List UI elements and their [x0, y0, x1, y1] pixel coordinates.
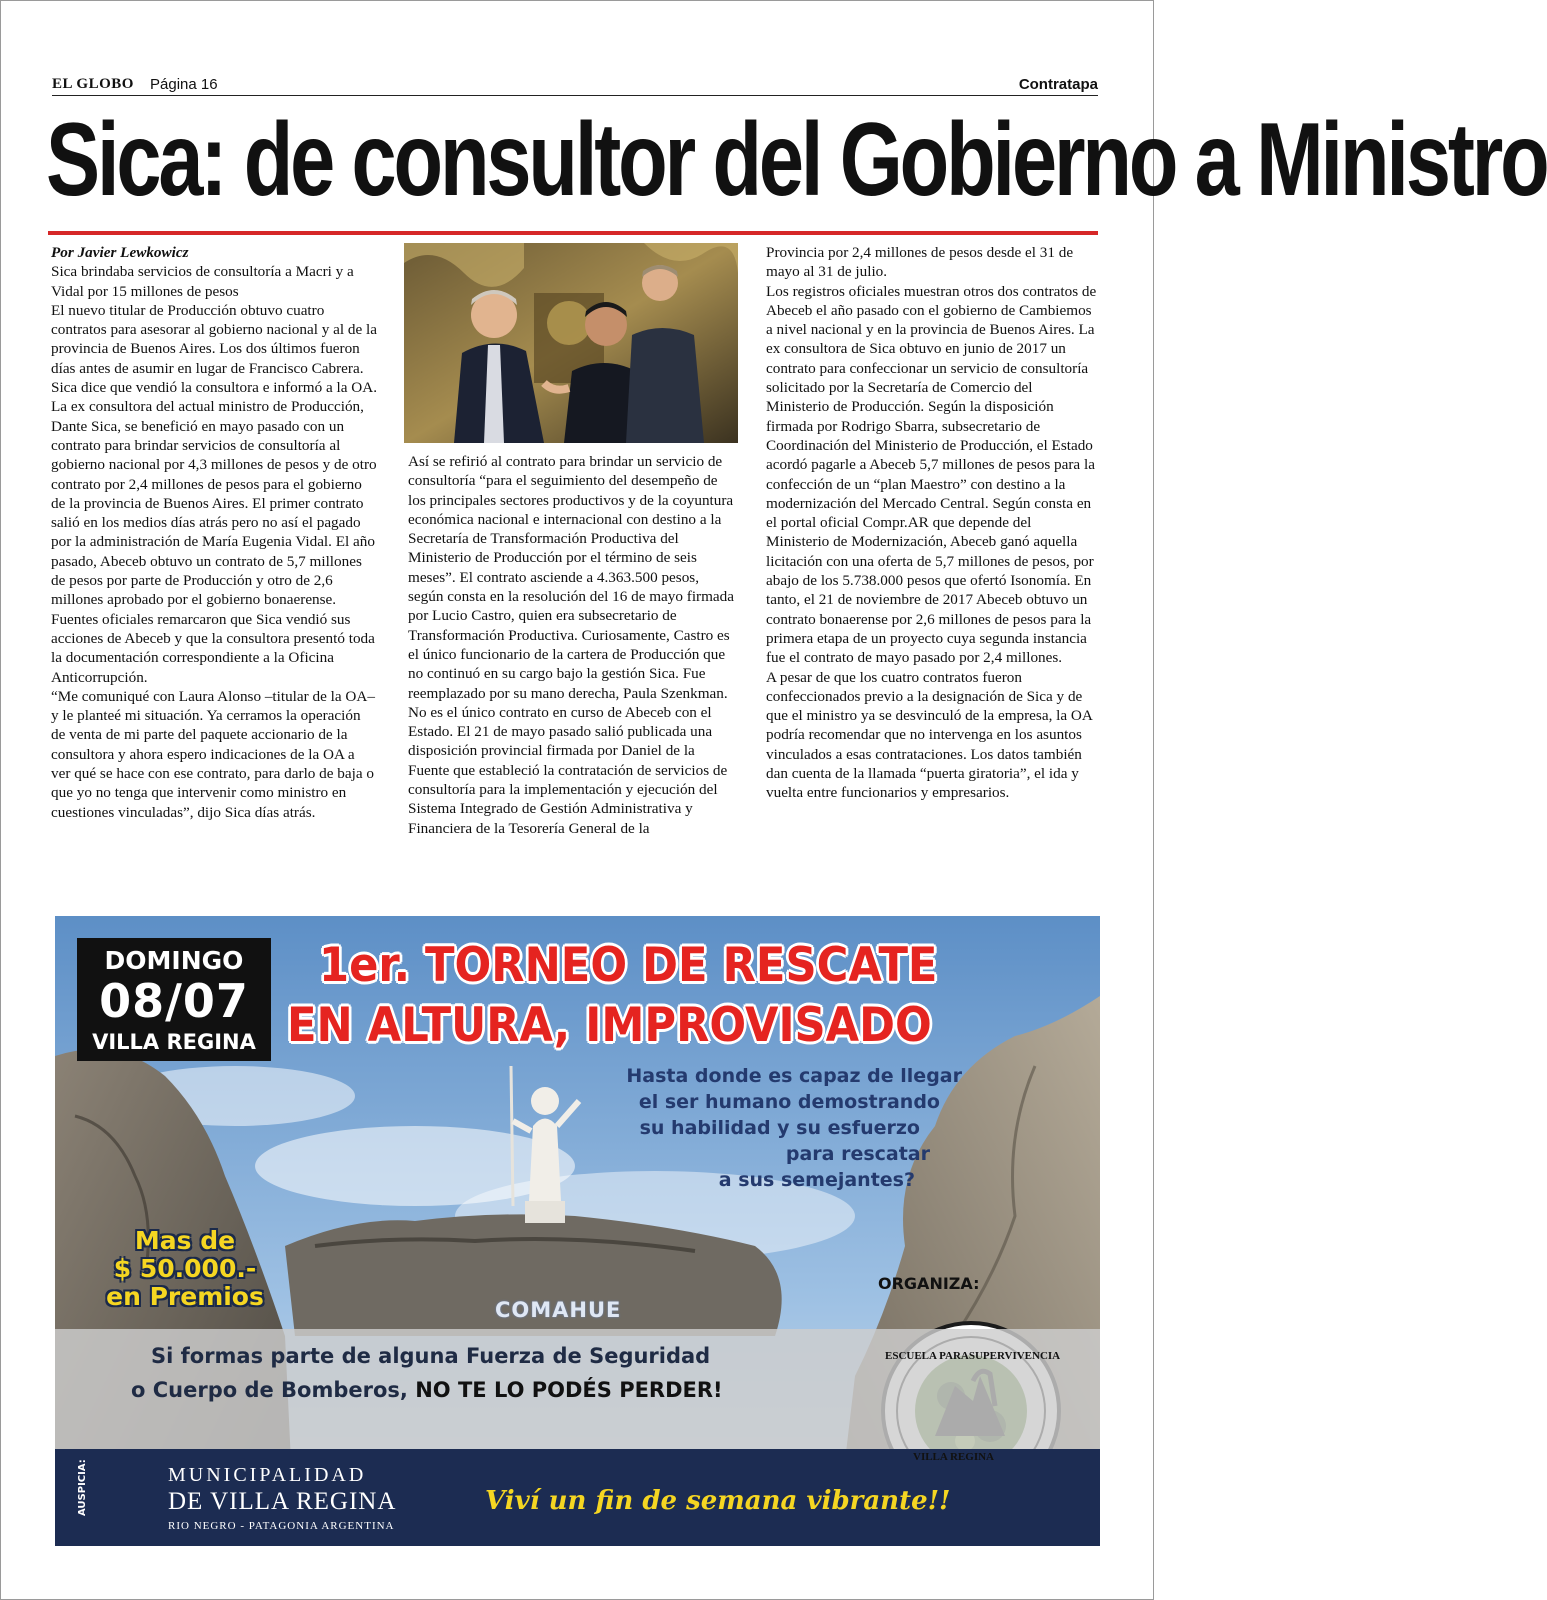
- article-column-2: [408, 452, 738, 838]
- page-number: Página 16: [150, 76, 218, 93]
- municipality-line-2: DE VILLA REGINA: [168, 1488, 397, 1515]
- prize-line: en Premios: [106, 1282, 264, 1311]
- headline: Sica: de consultor del Gobierno a Ministro: [46, 102, 1547, 218]
- ad-tagline-line: a sus semejantes?: [718, 1169, 915, 1191]
- prize-line: Mas de: [134, 1226, 236, 1255]
- paragraph: A pesar de que los cuatro contratos fueron confeccionados previo a la designación de Sica y de que el ministro ya se desvinculó de la empresa, la OA podría recomendar que no intervenga en los asuntos vinculados a esas contrataciones. Los datos también dan cuenta de la llamada “puerta giratoria”, el ida y vuelta entre funcionarios y empresarios.: [766, 668, 1093, 802]
- section-name: Contratapa: [1018, 76, 1098, 93]
- paper-name: EL GLOBO: [52, 76, 134, 92]
- article-photo: [404, 243, 738, 443]
- article-column-1: [51, 243, 377, 822]
- paragraph: Los registros oficiales muestran otros dos contratos de Abeceb el año pasado con el gobierno de Cambiemos a nivel nacional y en la provincia de Buenos Aires. La ex consultora de Sica obtuvo en junio de 2017 un contrato para confeccionar un servicio de consultoría solicitado por la Secretaría de Comercio del Ministerio de Producción. Según la disposición firmada por Rodrigo Sbarra, subsecretario de Coordinación del Ministerio de Producción, el Estado acordó pagarle a Abeceb 5,7 millones de pesos para la confección de un “plan Maestro” con destino a la modernización del Mercado Central. Según consta en el portal oficial Compr.AR que depende del Ministerio de Modernización, Abeceb ganó aquella licitación con una oferta de 5,7 millones de pesos, por abajo de los 5.738.000 pesos que ofertó Isonomía. En tanto, el 21 de noviembre de 2017 Abeceb obtuvo un contrato bonaerense por 2,6 millones de pesos para la primera etapa de un proyecto cuya segunda instancia fue el contrato de mayo pasado por 2,4 millones.: [766, 282, 1097, 667]
- badge-town: VILLA REGINA: [913, 1451, 994, 1463]
- ad-tagline-line: su habilidad y su esfuerzo: [639, 1117, 920, 1139]
- event-date-box: [77, 938, 271, 1061]
- photo-illustration: [404, 243, 738, 443]
- organizer-label: ORGANIZA:: [878, 1274, 980, 1293]
- paragraph: El nuevo titular de Producción obtuvo cuatro contratos para asesorar al gobierno nacional y al de la provincia de Buenos Aires. Los dos últimos fueron días antes de asumir en lugar de Francisco Cabrera. Sica dice que vendió la consultora e informó a la OA.: [51, 301, 378, 397]
- paragraph: Así se refirió al contrato para brindar un servicio de consultoría “para el seguimiento del desempeño de los principales sectores productivos y de la coyuntura económica nacional e internacional con destino a la Secretaría de Transformación Productiva del Ministerio de Producción por el término de seis meses”. El contrato asciende a 4.363.500 pesos, según consta en la resolución del 16 de mayo firmada por Lucio Castro, quien era subsecretario de Transformación Productiva. Curiosamente, Castro es el único funcionario de la cartera de Producción que no continuó en su cargo bajo la gestión Sica. Fue reemplazado por su mano derecha, Paula Szenkman.: [408, 453, 735, 702]
- paragraph: “Me comuniqué con Laura Alonso –titular de la OA– y le planteé mi situación. Ya cerramos la operación de venta de mi parte del paquete accionario de la consultora y ahora espero indicaciones de la OA a ver qué se hace con ese contrato, para darlo de baja o que yo no tenga que intervenir como ministro en cuestiones vinculadas”, dijo Sica días atrás.: [51, 687, 375, 821]
- headline-container: [46, 102, 1547, 230]
- ad-slogan: Viví un fin de semana vibrante!!: [485, 1486, 951, 1516]
- event-advertisement: [55, 916, 1100, 1546]
- municipality-line-3: RIO NEGRO - PATAGONIA ARGENTINA: [168, 1520, 395, 1532]
- banner-emphasis: NO TE LO PODÉS PERDER!: [415, 1378, 723, 1402]
- ad-tagline-line: el ser humano demostrando: [638, 1091, 940, 1113]
- headline-rule: [48, 231, 1098, 235]
- municipality-line-1: MUNICIPALIDAD: [168, 1464, 367, 1486]
- ad-title-line-2: EN ALTURA, IMPROVISADO: [287, 998, 932, 1053]
- ad-tagline-line: para rescatar: [785, 1143, 930, 1165]
- event-date: 08/07: [99, 974, 249, 1028]
- masthead: [52, 74, 1098, 96]
- prize-amount: $ 50.000.-: [113, 1254, 257, 1283]
- event-day: DOMINGO: [104, 946, 244, 975]
- banner-line-2: [131, 1378, 723, 1402]
- paragraph: Provincia por 2,4 millones de pesos desde el 31 de mayo al 31 de julio.: [766, 244, 1074, 281]
- monument-label: COMAHUE: [495, 1298, 622, 1322]
- badge-school-name: ESCUELA PARASUPERVIVENCIA: [885, 1350, 1061, 1362]
- banner-line-1: Si formas parte de alguna Fuerza de Seguridad: [151, 1344, 711, 1368]
- event-town: VILLA REGINA: [92, 1030, 256, 1054]
- ad-title-line-1: 1er. TORNEO DE RESCATE: [319, 938, 938, 993]
- banner-line-2-text: o Cuerpo de Bomberos,: [131, 1378, 416, 1402]
- byline: Por Javier Lewkowicz: [51, 244, 189, 261]
- paragraph: No es el único contrato en curso de Abeceb con el Estado. El 21 de mayo pasado salió publicada una disposición provincial firmada por Daniel de la Fuente que estableció la contratación de servicios de consultoría para la implementación y ejecución del Sistema Integrado de Gestión Administrativa y Financiera de la Tesorería General de la: [408, 703, 728, 837]
- paragraph: Sica brindaba servicios de consultoría a Macri y a Vidal por 15 millones de pesos: [51, 263, 354, 300]
- paragraph: La ex consultora del actual ministro de Producción, Dante Sica, se benefició en mayo pasado con un contrato para brindar servicios de consultoría al gobierno nacional por 4,3 millones de pesos y de otro contrato por 2,4 millones de pesos para el gobierno de la provincia de Buenos Aires. El primer contrato salió en los medios días atrás pero no así el pagado por la administración de María Eugenia Vidal. El año pasado, Abeceb obtuvo un contrato de 5,7 millones de pesos por parte de Producción y otro de 2,6 millones aprobado por el gobierno bonaerense. Fuentes oficiales remarcaron que Sica vendió sus acciones de Abeceb y que la consultora presentó toda la documentación correspondiente a la Oficina Anticorrupción.: [51, 398, 377, 686]
- sponsor-label: AUSPICIA:: [77, 1459, 88, 1516]
- ad-tagline-line: Hasta donde es capaz de llegar: [626, 1065, 962, 1087]
- article-column-3: [766, 243, 1098, 803]
